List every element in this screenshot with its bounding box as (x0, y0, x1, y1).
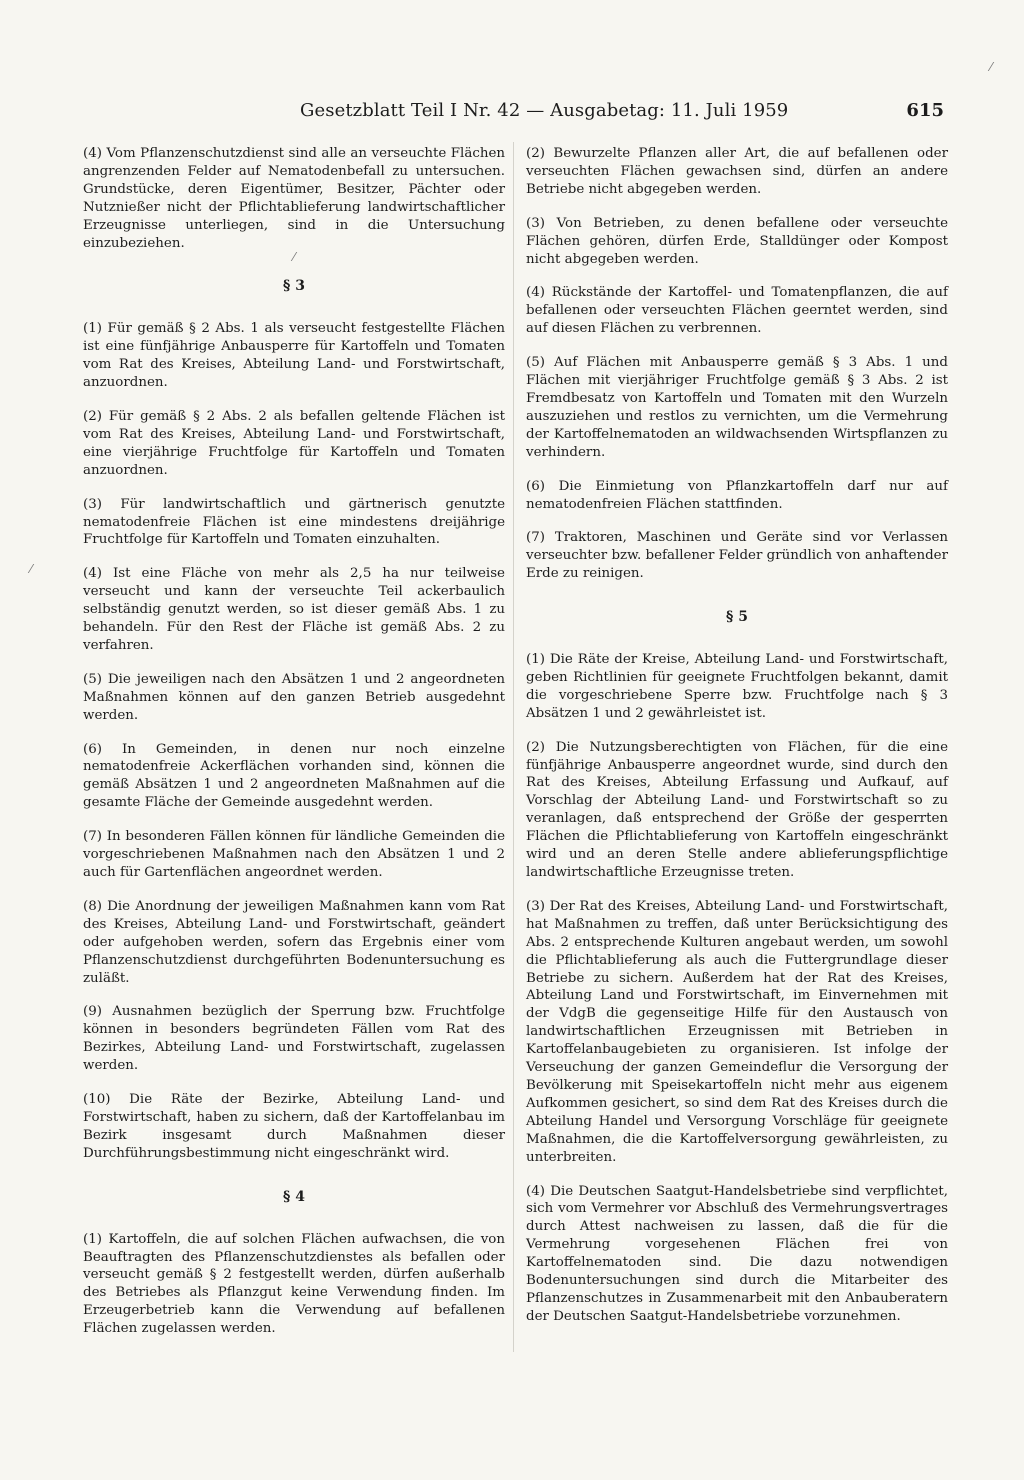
right-column (526, 145, 948, 1342)
paragraph: (1) Für gemäß § 2 Abs. 1 als verseucht festgestellte Flächen ist eine fünfjährige Anbausperre für Kartoffeln und Tomaten vom Rat des Kreises, Abteilung Land- und Forstwirtschaft, anzuordnen. (83, 321, 505, 391)
paragraph: (4) Die Deutschen Saatgut-Handelsbetriebe sind verpflichtet, sich vom Vermehrer vor Abschluß des Vermehrungsvertrages durch Attest nachweisen zu lassen, daß die für die Vermehrung vorgesehenen Flächen frei von Kartoffelnematoden sind. Die dazu notwendigen Bodenuntersuchungen sind durch die Mitarbeiter des Pflanzenschutzes in Zusammenarbeit mit den Anbauberatern der Deutschen Saatgut-Handelsbetriebe vorzunehmen. (526, 1183, 948, 1324)
section-heading: § 5 (726, 609, 748, 626)
paragraph: (1) Kartoffeln, die auf solchen Flächen aufwachsen, die von Beauftragten des Pflanzenschutzdienstes als befallen oder verseucht gemäß § 2 festgestellt werden, dürfen außerhalb des Betriebes als Pflanzgut keine Verwendung finden. Im Erzeugerbetrieb kann die Verwendung auf befallenen Flächen zugelassen werden. (83, 1231, 505, 1337)
scan-mark: ⁄ (30, 562, 33, 576)
paragraph: (2) Die Nutzungsberechtigten von Flächen, für die eine fünfjährige Anbausperre angeordnet wurde, sind durch den Rat des Kreises, Abteilung Erfassung und Aufkauf, auf Vorschlag der Abteilung Land- und Forstwirtschaft so zu veranlagen, daß entsprechend der Größe der gesperrten Flächen die Pflichtablieferung von Kartoffeln eingeschränkt wird und an deren Stelle andere ablieferungspflichtige landwirtschaftliche Erzeugnisse treten. (526, 739, 948, 880)
paragraph: (4) Ist eine Fläche von mehr als 2,5 ha nur teilweise verseucht und kann der verseuchte Teil ackerbaulich selbständig genutzt werden, so ist dieser gemäß Abs. 1 zu behandeln. Für den Rest der Fläche ist gemäß Abs. 2 zu verfahren. (83, 566, 505, 653)
paragraph: (5) Die jeweiligen nach den Absätzen 1 und 2 angeordneten Maßnahmen können auf den ganzen Betrieb ausgedehnt werden. (83, 671, 505, 723)
column-divider (513, 142, 514, 1352)
paragraph: (7) Traktoren, Maschinen und Geräte sind vor Verlassen verseuchter bzw. befallener Felder gründlich von anhaftender Erde zu reinigen. (526, 530, 948, 582)
paragraph: (1) Die Räte der Kreise, Abteilung Land- und Forstwirtschaft, geben Richtlinien für geeignete Fruchtfolgen bekannt, damit die vorgeschriebene Sperre bzw. Fruchtfolge nach § 3 Absätzen 1 und 2 gewährleistet ist. (526, 652, 948, 721)
section-heading: § 4 (283, 1188, 305, 1205)
left-column (83, 145, 505, 1354)
paragraph: (4) Rückstände der Kartoffel- und Tomatenpflanzen, die auf befallenen oder verseuchten Flächen geerntet werden, sind auf diesen Flächen zu verbrennen. (526, 285, 948, 337)
paragraph: (2) Für gemäß § 2 Abs. 2 als befallen geltende Flächen ist vom Rat des Kreises, Abteilung Land- und Forstwirtschaft, eine vierjährige Fruchtfolge für Kartoffeln und Tomaten anzuordnen. (83, 408, 505, 478)
page-number: 615 (906, 100, 944, 121)
paragraph: (7) In besonderen Fällen können für ländliche Gemeinden die vorgeschriebenen Maßnahmen nach den Absätzen 1 und 2 auch für Gartenflächen angeordnet werden. (83, 829, 505, 880)
paragraph: (2) Bewurzelte Pflanzen aller Art, die auf befallenen oder verseuchten Flächen gewachsen sind, dürfen an andere Betriebe nicht abgegeben werden. (526, 146, 948, 197)
paragraph: (10) Die Räte der Bezirke, Abteilung Land- und Forstwirtschaft, haben zu sichern, daß der Kartoffelanbau im Bezirk insgesamt durch Maßnahmen dieser Durchführungsbestimmung nicht eingeschränkt wird. (83, 1092, 505, 1161)
paragraph: (9) Ausnahmen bezüglich der Sperrung bzw. Fruchtfolge können in besonders begründeten Fällen vom Rat des Bezirkes, Abteilung Land- und Forstwirtschaft, zugelassen werden. (83, 1004, 505, 1074)
paragraph: (3) Der Rat des Kreises, Abteilung Land- und Forstwirtschaft, hat Maßnahmen zu treffen, daß unter Berücksichtigung des Abs. 2 entsprechende Kulturen angebaut werden, um sowohl die Pflichtablieferung als auch die Futtergrundlage dieser Betriebe zu sichern. Außerdem hat der Rat des Kreises, Abteilung Land und Forstwirtschaft, im Einvernehmen mit der VdgB die gegenseitige Hilfe für den Austausch von landwirtschaftlichen Erzeugnissen mit Betrieben in Kartoffelanbaugebieten zu organisieren. Ist infolge der Verseuchung der ganzen Gemeindeflur die Versorgung der Bevölkerung mit Speisekartoffeln nicht mehr aus eigenem Aufkommen gesichert, so sind dem Rat des Kreises durch die Abteilung Handel und Versorgung Vorschläge für geeignete Maßnahmen, die die Kartoffelversorgung gewährleisten, zu unterbreiten. (526, 898, 948, 1165)
paragraph: (5) Auf Flächen mit Anbausperre gemäß § 3 Abs. 1 und Flächen mit vierjähriger Fruchtfolge gemäß § 3 Abs. 2 ist Fremdbesatz von Kartoffeln und Tomaten mit den Wurzeln auszuziehen und restlos zu vernichten, um die Vermehrung der Kartoffelnematoden an wildwachsenden Wirtspflanzen zu verhindern. (526, 355, 948, 460)
paragraph: (3) Für landwirtschaftlich und gärtnerisch genutzte nematodenfreie Flächen ist eine mindestens dreijährige Fruchtfolge für Kartoffeln und Tomaten einzuhalten. (83, 496, 505, 548)
page-header (80, 100, 950, 128)
paragraph: (6) Die Einmietung von Pflanzkartoffeln darf nur auf nematodenfreien Flächen stattfinden. (526, 478, 948, 512)
scan-mark: ⁄ (293, 250, 296, 264)
paragraph: (8) Die Anordnung der jeweiligen Maßnahmen kann vom Rat des Kreises, Abteilung Land- und Forstwirtschaft, geändert oder aufgehoben werden, sofern das Ergebnis einer vom Pflanzenschutzdienst durchgeführten Bodenuntersuchung es zuläßt. (83, 898, 505, 986)
header-title: Gesetzblatt Teil I Nr. 42 — Ausgabetag: 11. Juli 1959 (300, 100, 789, 121)
paragraph: (4) Vom Pflanzenschutzdienst sind alle an verseuchte Flächen angrenzenden Felder auf Nematodenbefall zu untersuchen. Grundstücke, deren Eigentümer, Besitzer, Pächter oder Nutznießer nicht der Pflichtablieferung landwirtschaftlicher Erzeugnisse unterliegen, sind in die Untersuchung einzubeziehen. (83, 146, 505, 251)
paragraph: (3) Von Betrieben, zu denen befallene oder verseuchte Flächen gehören, dürfen Erde, Stalldünger oder Kompost nicht abgegeben werden. (526, 215, 948, 267)
paragraph: (6) In Gemeinden, in denen nur noch einzelne nematodenfreie Ackerflächen vorhanden sind, können die gemäß Absätzen 1 und 2 angeordneten Maßnahmen auf die gesamte Fläche der Gemeinde ausgedehnt werden. (83, 741, 505, 811)
scan-mark: ⁄ (990, 60, 993, 74)
section-heading: § 3 (283, 278, 305, 295)
